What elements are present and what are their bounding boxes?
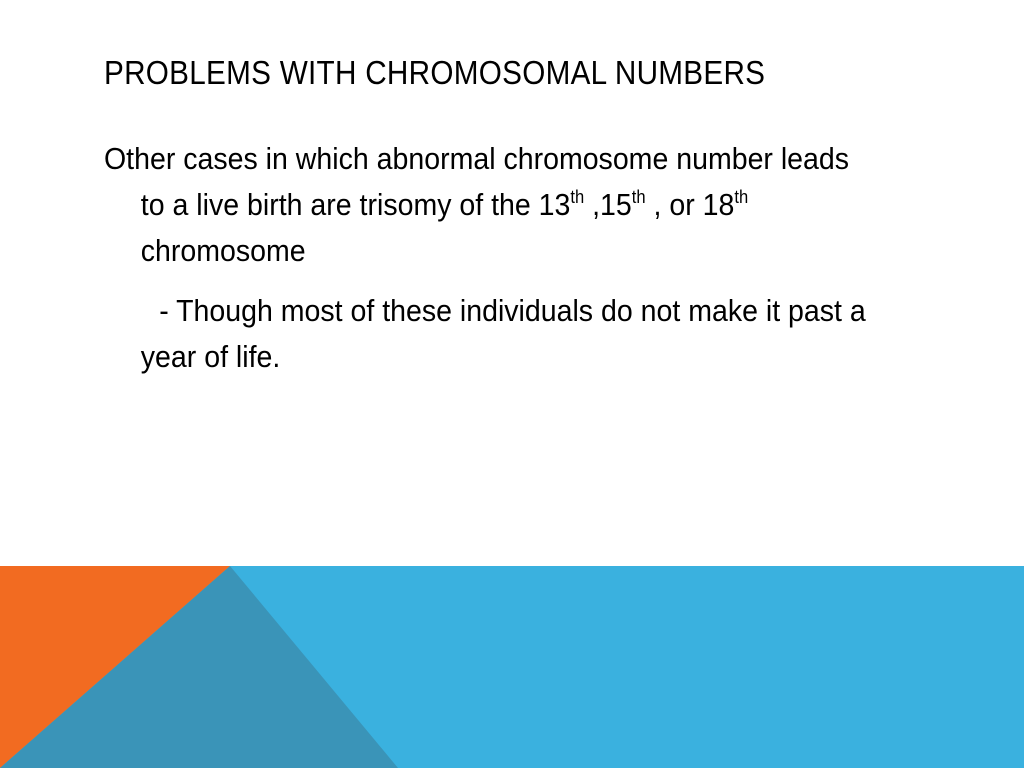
bullet-paragraph-2 <box>104 288 877 380</box>
para1-text-c: , or 18 <box>645 187 735 222</box>
slide-title: PROBLEMS WITH CHROMOSOMAL NUMBERS <box>104 54 766 91</box>
superscript-th-13: th <box>570 187 585 207</box>
superscript-th-15: th <box>631 187 646 207</box>
para1-text-b: ,15 <box>584 187 632 222</box>
para1-text-a: Other cases in which abnormal chromosome number leads to a live birth are trisomy of the 13 <box>104 141 850 222</box>
para2-text: - Though most of these individuals do not make it past a year of life. <box>140 293 866 374</box>
superscript-th-18: th <box>734 187 749 207</box>
decorative-bottom-band <box>0 566 1024 768</box>
para1-text-d: chromosome <box>140 233 306 268</box>
bullet-paragraph-1 <box>104 136 877 274</box>
slide-body <box>104 136 877 380</box>
